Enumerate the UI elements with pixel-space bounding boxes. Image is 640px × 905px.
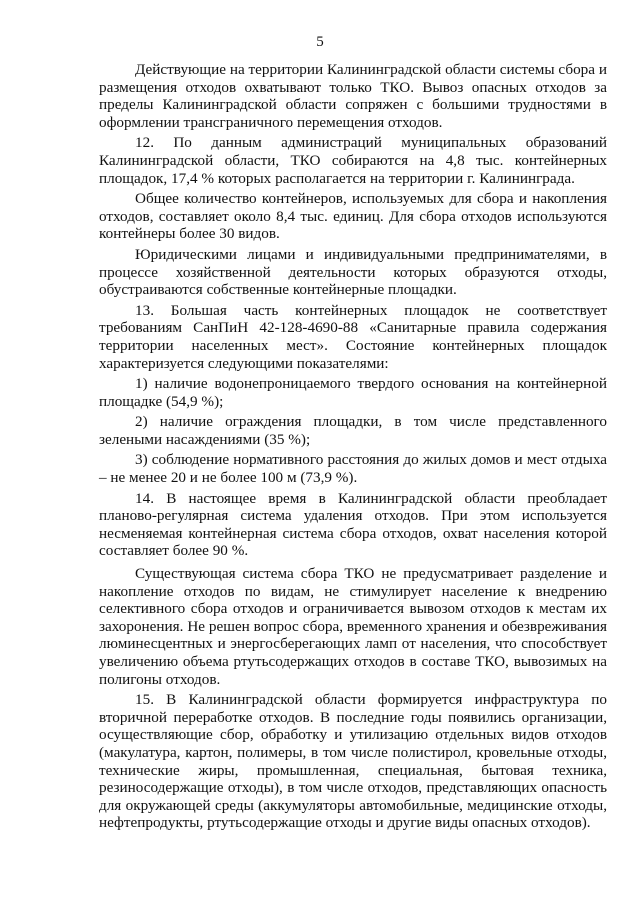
list-item-2-fencing: 2) наличие ограждения площадки, в том числе представленного зелеными насаждениями (35 %); — [99, 413, 607, 448]
paragraph-item-14-removal-system: 14. В настоящее время в Калининградской области преобладает планово-регулярная система удаления отходов. При этом используется несменяемая контейнерная система сбора отходов, охват населения которой составляет более 90 %. — [99, 489, 607, 560]
paragraph-private-container-sites: Юридическими лицами и индивидуальными предпринимателями, в процессе хозяйственной деятельности которых образуются отходы, обустраиваются собственные контейнерные площадки. — [99, 245, 607, 299]
paragraph-waste-systems-scope: Действующие на территории Калининградской области системы сбора и размещения отходов охватывают только ТКО. Вывоз опасных отходов за пределы Калининградской области сопряжен с большими трудностями в оформлении трансграничного перемещения отходов. — [99, 61, 607, 131]
paragraph-container-count: Общее количество контейнеров, используемых для сбора и накопления отходов, составляет около 8,4 тыс. единиц. Для сбора отходов используются контейнеры более 30 видов. — [99, 190, 607, 243]
document-body — [99, 61, 607, 835]
page-number: 5 — [316, 34, 324, 50]
paragraph-item-13-sanpin: 13. Большая часть контейнерных площадок не соответствует требованиям СанПиН 42-128-4690-88 «Санитарные правила содержания территории населенных мест». Состояние контейнерных площадок характеризуется следующими показателями: — [99, 301, 607, 372]
list-item-3-distance: 3) соблюдение нормативного расстояния до жилых домов и мест отдыха – не менее 20 и не более 100 м (73,9 %). — [99, 451, 607, 487]
paragraph-collection-shortcomings: Существующая система сбора ТКО не предусматривает разделение и накопление отходов по видам, не стимулирует население к внедрению селективного сбора отходов и ограничивается вывозом отходов к местам их захоронения. Не решен вопрос сбора, временного хранения и обезвреживания люминесцентных и энергосберегающих ламп от населения, что способствует увеличению объема ртутьсодержащих отходов в составе ТКО, вывозимых на полигоны отходов. — [99, 565, 607, 688]
paragraph-item-15-recycling: 15. В Калининградской области формируется инфраструктура по вторичной переработке отходов. В последние годы появились организации, осуществляющие сбор, обработку и утилизацию отдельных видов отходов (макулатура, картон, полимеры, в том числе полистирол, кровельные отходы, технические жиры, промышленная, специальная, бытовая техника, резиносодержащие отходы), в том числе отходов, представляющих опасность для окружающей среды (аккумуляторы автомобильные, медицинские отходы, нефтепродукты, ртутьсодержащие отходы и другие виды опасных отходов). — [99, 691, 607, 832]
list-item-1-foundation: 1) наличие водонепроницаемого твердого основания на контейнерной площадке (54,9 %); — [99, 375, 607, 410]
paragraph-item-12-container-sites: 12. По данным администраций муниципальных образований Калининградской области, ТКО собираются на 4,8 тыс. контейнерных площадок, 17,4 % которых располагается на территории г. Калининграда. — [99, 134, 607, 187]
